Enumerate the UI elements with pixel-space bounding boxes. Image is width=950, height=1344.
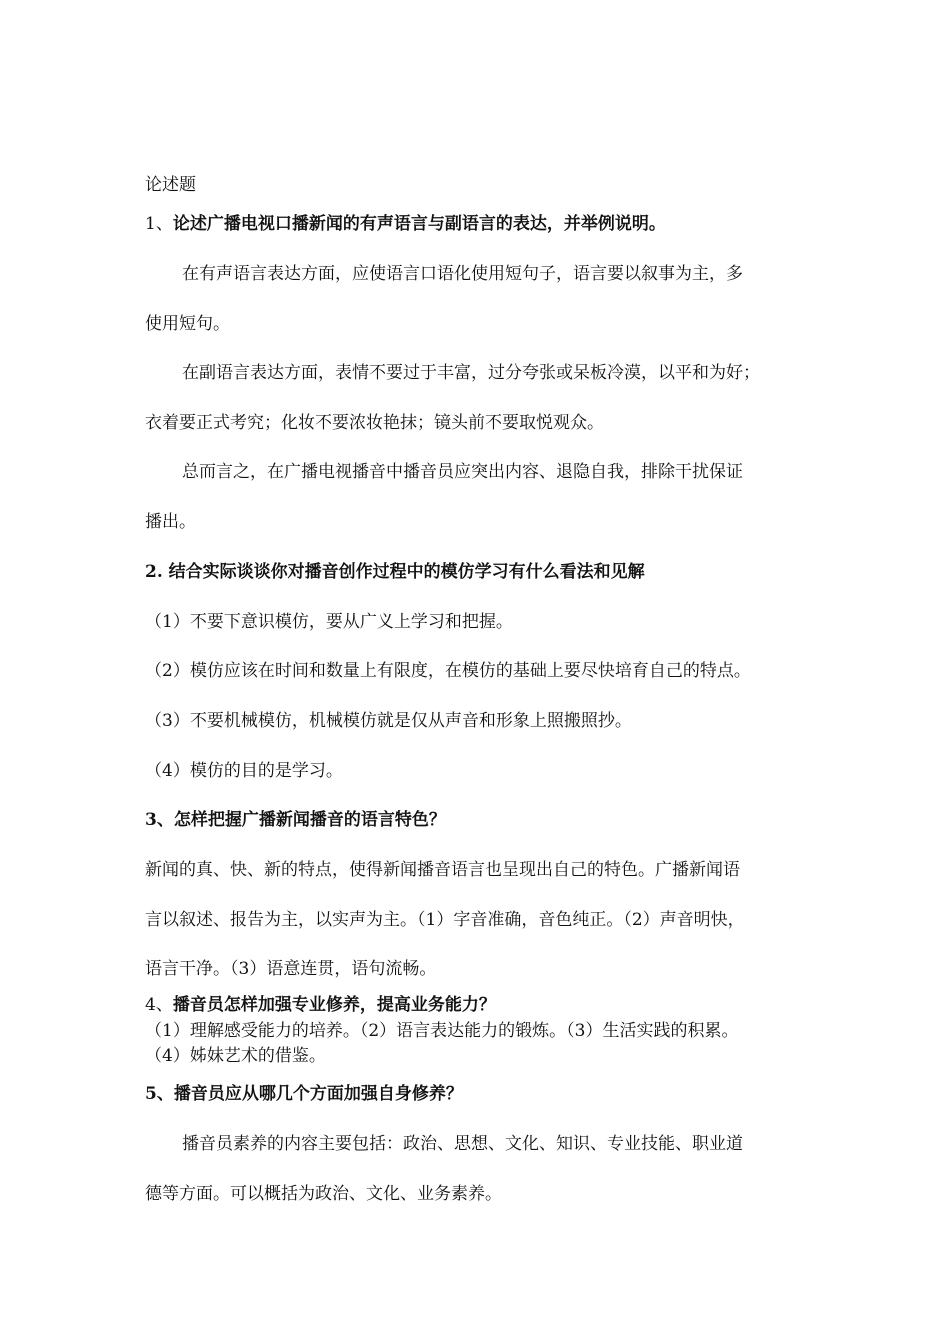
q2-title: 2. 结合实际谈谈你对播音创作过程中的模仿学习有什么看法和见解 bbox=[145, 562, 645, 582]
q3-line-1: 新闻的真、快、新的特点，使得新闻播音语言也呈现出自己的特色。广播新闻语 bbox=[145, 860, 740, 880]
q2-item-2: （2）模仿应该在时间和数量上有限度，在模仿的基础上要尽快培育自己的特点。 bbox=[145, 661, 751, 681]
q1-heading bbox=[145, 213, 666, 235]
q3-title: 3、怎样把握广播新闻播音的语言特色？ bbox=[145, 810, 446, 830]
q2-item-3: （3）不要机械模仿，机械模仿就是仅从声音和形象上照搬照抄。 bbox=[145, 711, 632, 731]
q1-paragraph-1-line-2: 使用短句。 bbox=[145, 314, 230, 334]
q1-paragraph-2-line-2: 衣着要正式考究；化妆不要浓妆艳抹；镜头前不要取悦观众。 bbox=[145, 413, 604, 433]
q1-number: 1、 bbox=[145, 214, 173, 234]
q1-paragraph-3-line-2: 播出。 bbox=[145, 512, 196, 532]
q1-paragraph-2-line-1: 在副语言表达方面，表情不要过于丰富，过分夸张或呆板冷漠，以平和为好； bbox=[182, 363, 760, 383]
q2-item-4: （4）模仿的目的是学习。 bbox=[145, 761, 343, 781]
q2-item-1: （1）不要下意识模仿，要从广义上学习和把握。 bbox=[145, 612, 513, 632]
q5-title: 5、播音员应从哪几个方面加强自身修养？ bbox=[145, 1084, 463, 1104]
q1-paragraph-3-line-1: 总而言之，在广播电视播音中播音员应突出内容、退隐自我，排除干扰保证 bbox=[182, 462, 743, 482]
q1-title: 论述广播电视口播新闻的有声语言与副语言的表达，并举例说明。 bbox=[172, 214, 666, 234]
q3-line-3: 语言干净。（3）语意连贯，语句流畅。 bbox=[145, 959, 437, 979]
q4-title: 播音员怎样加强专业修养，提高业务能力？ bbox=[172, 995, 496, 1015]
q4-line-1: （1）理解感受能力的培养。（2）语言表达能力的锻炼。（3）生活实践的积累。 bbox=[145, 1021, 739, 1041]
q3-line-2: 言以叙述、报告为主，以实声为主。（1）字音准确，音色纯正。（2）声音明快， bbox=[145, 910, 745, 930]
q4-number: 4、 bbox=[145, 995, 173, 1015]
q5-line-2: 德等方面。可以概括为政治、文化、业务素养。 bbox=[145, 1184, 502, 1204]
q4-line-2: （4）姊妹艺术的借鉴。 bbox=[145, 1046, 326, 1066]
q1-paragraph-1-line-1: 在有声语言表达方面，应使语言口语化使用短句子，语言要以叙事为主，多 bbox=[182, 264, 743, 284]
section-title: 论述题 bbox=[145, 175, 196, 195]
q5-line-1: 播音员素养的内容主要包括：政治、思想、文化、知识、专业技能、职业道 bbox=[182, 1134, 743, 1154]
q4-heading bbox=[145, 994, 496, 1016]
